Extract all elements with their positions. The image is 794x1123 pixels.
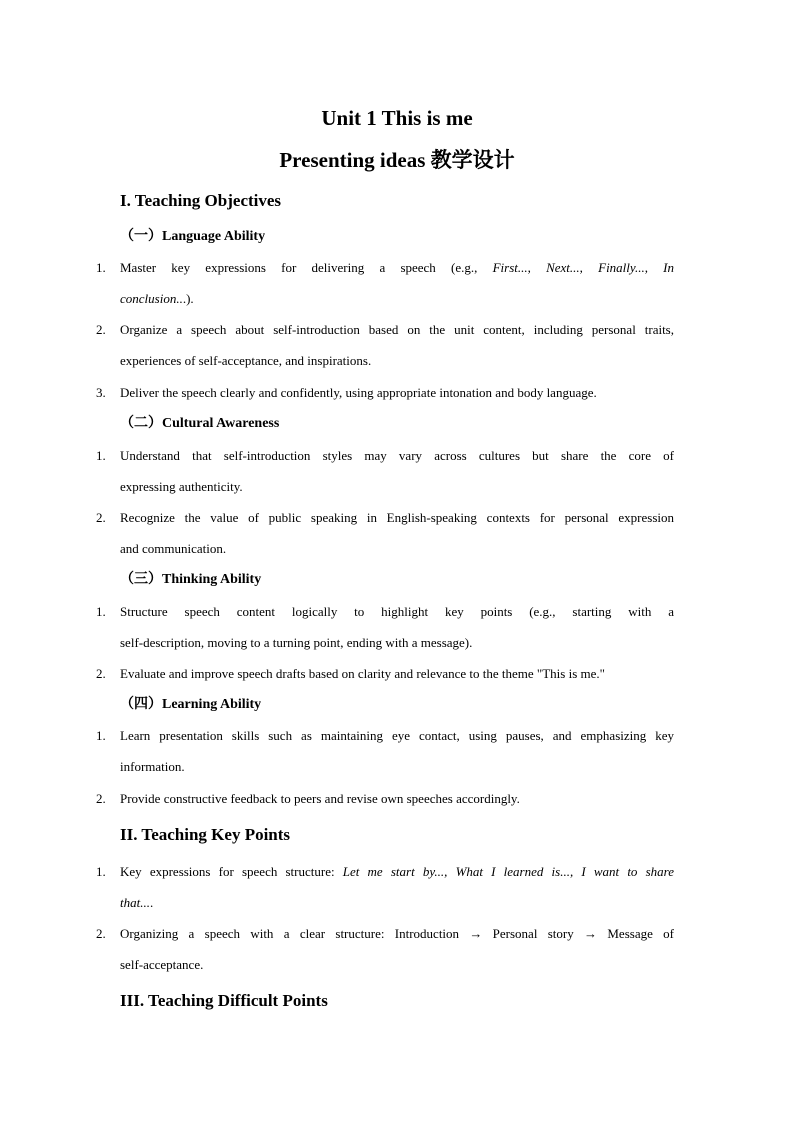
- subheading-learning-ability: （四）Learning Ability: [120, 697, 262, 712]
- list-item-line: self-acceptance.: [120, 957, 204, 972]
- list-item-line: Key expressions for speech structure: Let me start by..., What I learned is..., I want to share: [120, 864, 675, 879]
- list-item: [96, 918, 674, 980]
- list-number: 2.: [96, 791, 106, 806]
- list-item: [96, 720, 674, 782]
- section-heading-key-points: II. Teaching Key Points: [120, 825, 291, 844]
- list-item: [96, 596, 674, 658]
- list-number: 2.: [96, 926, 106, 941]
- list-item: [96, 856, 674, 918]
- subheading-cultural-awareness: （二）Cultural Awareness: [120, 416, 280, 431]
- list-number: 2.: [96, 322, 106, 337]
- list-number: 1.: [96, 864, 106, 879]
- list-item: [96, 658, 674, 689]
- list-number: 1.: [96, 604, 106, 619]
- list-number: 1.: [96, 728, 106, 743]
- list-item-line: expressing authenticity.: [120, 479, 243, 494]
- list-item-line: Understand that self-introduction styles may vary across cultures but share the core of: [120, 448, 674, 463]
- list-number: 2.: [96, 666, 106, 681]
- list-item: [96, 440, 674, 502]
- list-number: 1.: [96, 448, 106, 463]
- list-item-line: Recognize the value of public speaking in English-speaking contexts for personal expression: [120, 510, 674, 525]
- list-item-line: Organizing a speech with a clear structure: Introduction → Personal story → Message of: [120, 926, 674, 941]
- list-item-line: information.: [120, 759, 185, 774]
- subheading-thinking-ability: （三）Thinking Ability: [120, 572, 262, 587]
- list-item-line: Learn presentation skills such as maintaining eye contact, using pauses, and emphasizing key: [120, 728, 674, 743]
- list-item-line: Organize a speech about self-introduction based on the unit content, including personal traits,: [120, 322, 674, 337]
- list-item: [96, 314, 674, 376]
- list-number: 3.: [96, 385, 106, 400]
- list-number: 1.: [96, 260, 106, 275]
- section-heading-objectives: I. Teaching Objectives: [120, 191, 282, 210]
- list-item-line: Evaluate and improve speech drafts based on clarity and relevance to the theme "This is me.": [120, 666, 605, 681]
- list-item-line: and communication.: [120, 541, 227, 556]
- list-item-line: self-description, moving to a turning point, ending with a message).: [120, 635, 473, 650]
- subheading-language-ability: （一）Language Ability: [120, 229, 266, 244]
- list-item: [96, 783, 674, 814]
- list-item-line: experiences of self-acceptance, and inspirations.: [120, 353, 372, 368]
- list-item-line: Provide constructive feedback to peers and revise own speeches accordingly.: [120, 791, 520, 806]
- list-item: [96, 502, 674, 564]
- list-number: 2.: [96, 510, 106, 525]
- document-title: Unit 1 This is me: [321, 106, 473, 130]
- list-item: [96, 377, 674, 408]
- list-item-line: Structure speech content logically to highlight key points (e.g., starting with a: [120, 604, 674, 619]
- list-item-line: conclusion...).: [120, 291, 194, 306]
- list-item: [96, 252, 674, 314]
- list-item-line: Master key expressions for delivering a speech (e.g., First..., Next..., Finally..., In: [120, 260, 674, 275]
- list-item-line: that....: [120, 895, 154, 910]
- document-subtitle: Presenting ideas 教学设计: [279, 148, 515, 172]
- list-item-line: Deliver the speech clearly and confidently, using appropriate intonation and body language.: [120, 385, 597, 400]
- section-heading-difficult-points: III. Teaching Difficult Points: [120, 991, 328, 1010]
